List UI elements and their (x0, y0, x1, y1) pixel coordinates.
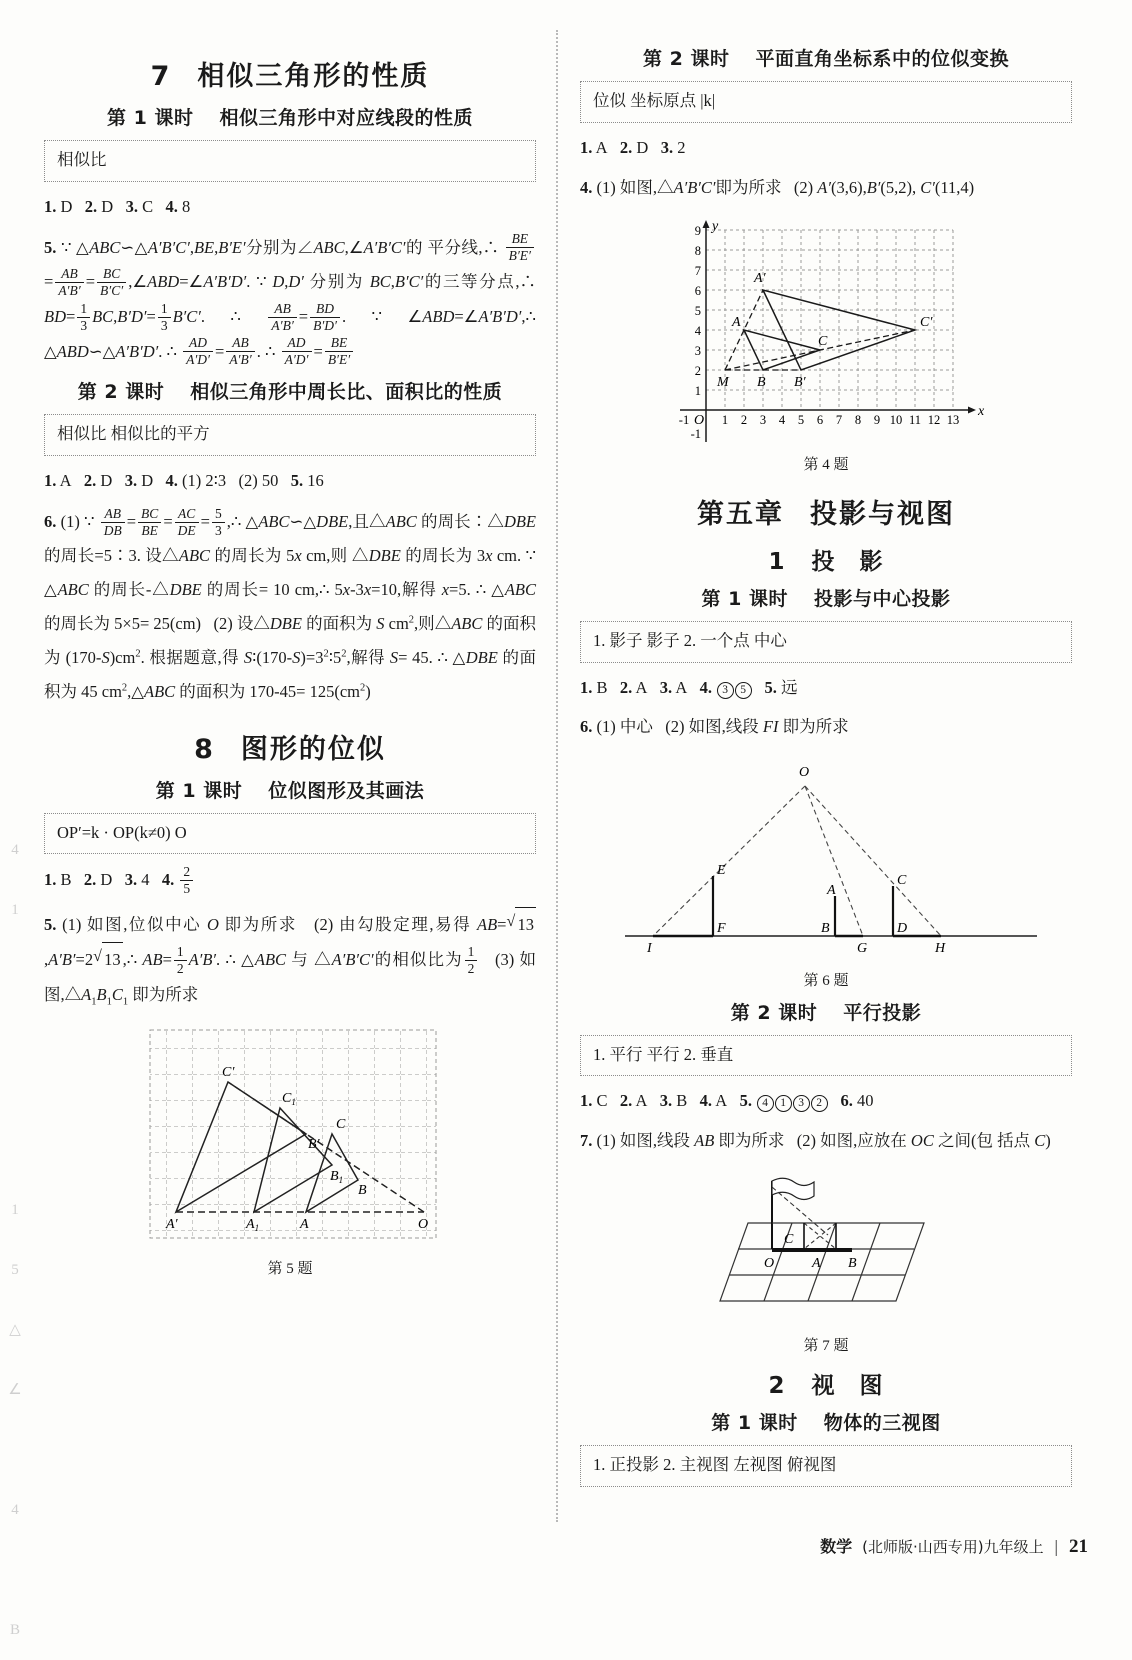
section-title: 投 影 (811, 548, 884, 575)
svg-text:-1: -1 (690, 426, 701, 441)
svg-text:10: 10 (889, 412, 903, 427)
section8-lesson1-fillbox (44, 813, 536, 855)
section-8-heading (44, 727, 536, 766)
figure-problem-7 (580, 1167, 1072, 1355)
svg-text:4: 4 (778, 412, 786, 427)
bleed-through-marks: 4 1 1 5 △ ∠ 4 B (8, 842, 22, 1638)
figure-caption: 第 7 题 (803, 1338, 849, 1355)
svg-text:5: 5 (694, 303, 701, 318)
svg-text:E: E (717, 862, 726, 878)
section7-lesson2-answers: 1. A 2. D 3. D 4. (1) 2∶3 (2) 50 5. 16 (44, 470, 324, 490)
svg-text:B: B (821, 920, 830, 936)
weisi-lesson2-answers: 1. A 2. D 3. 2 (580, 137, 686, 157)
svg-text:1: 1 (721, 412, 729, 427)
svg-text:C: C (336, 1117, 346, 1133)
section8-lesson1-solution: 5. (1) 如图,位似中心 O 即为所求 (2) 由勾股定理,易得 AB= √ 13,A′B′=2 √ 13 ,∴ AB= $\frac{1}{2}$ A′B′. ∴ △ABC 与 △A′B′C′的相似比为 $\frac{1}{2}$ (3) 如图$,\triangle A_1B_1C_1$ 即为所求 (44, 907, 536, 1012)
fill-answer-text: 1. 平行 平行 2. 垂直 (593, 1044, 734, 1064)
chapter-title: 投影与视图 (810, 498, 955, 530)
lesson-title: 相似三角形中周长比、面积比的性质 (190, 381, 503, 404)
section-title: 视 图 (811, 1373, 884, 1400)
svg-text:3: 3 (759, 412, 767, 427)
svg-text:2: 2 (694, 363, 701, 378)
chapter5-s1-lesson2-answers: 1. C 2. A 3. B 4. A 5. 4 1 3 2 6. 40 (580, 1091, 874, 1111)
svg-text:7: 7 (694, 263, 701, 278)
footer-edition: (北师版·山西专用)九年级上 (862, 1538, 1044, 1556)
fill-answer-text: 相似比 相似比的平方 (57, 424, 210, 444)
fill-answer-text: OP′=k · OP(k≠0) O (57, 822, 187, 842)
svg-text:C: C (784, 1232, 794, 1248)
lesson-title: 位似图形及其画法 (268, 779, 425, 802)
lesson-label: 第 1 课时 (701, 587, 788, 610)
lesson-label: 第 1 课时 (155, 779, 243, 802)
lesson-title: 相似三角形中对应线段的性质 (219, 107, 473, 129)
svg-text:4: 4 (694, 323, 701, 338)
svg-text:M: M (717, 374, 729, 390)
fill-answer-text: 相似比 (57, 150, 107, 169)
section-7-title: 相似三角形的性质 (197, 61, 430, 92)
svg-text:9: 9 (694, 223, 701, 238)
section-number: 2 (768, 1373, 786, 1400)
svg-text:B1: $B_1$ (330, 1169, 344, 1186)
section-8-title: 图形的位似 (240, 733, 386, 765)
chapter5-s1-lesson1-answers: 1. B 2. A 3. A 4. 3 5 5. 远 (580, 677, 798, 697)
figure-caption: 第 6 题 (803, 972, 849, 989)
svg-text:13: 13 (946, 412, 960, 427)
section-8-number: 8 (194, 733, 215, 765)
chapter5-s2-lesson1-fillbox (580, 1445, 1072, 1487)
lesson-label: 第 2 课时 (77, 381, 165, 404)
weisi-lesson2-fillbox (580, 81, 1072, 123)
section-7-number: 7 (150, 61, 172, 92)
section7-lesson2-heading (44, 377, 536, 404)
svg-text:C: C (818, 333, 828, 349)
svg-text:x: x (978, 403, 985, 419)
section7-lesson1-fillbox (44, 140, 536, 182)
lesson-label: 第 2 课时 (643, 48, 730, 70)
svg-text:2: 2 (740, 412, 748, 427)
section7-lesson1-heading (44, 103, 536, 130)
svg-text:A: A (827, 882, 836, 898)
svg-text:B′: B′ (308, 1137, 320, 1153)
svg-text:8: 8 (694, 243, 701, 258)
svg-text:A1: $A_1$ (246, 1217, 260, 1234)
chapter-5-heading (580, 492, 1072, 531)
lesson-title: 投影与中心投影 (813, 587, 951, 610)
lesson-label: 第 1 课时 (711, 1412, 798, 1435)
right-column (580, 36, 1072, 1498)
svg-text:O: O (418, 1217, 429, 1233)
section8-lesson1-answers: 1. B 2. D 3. 4 4. $\frac{2}{5}$ (44, 865, 536, 898)
svg-text:C1: $C_1$ (282, 1091, 296, 1108)
footer-separator: | (1053, 1537, 1059, 1556)
svg-text:H: H (935, 940, 946, 956)
chapter5-s1-lesson1-heading (580, 584, 1072, 611)
svg-text:O: O (799, 764, 810, 780)
svg-text:B′: B′ (794, 374, 806, 390)
fill-answer-text: 1. 正投影 2. 主视图 左视图 俯视图 (593, 1455, 837, 1475)
central-projection-diagram (591, 754, 1061, 966)
svg-text:A: A (300, 1217, 309, 1233)
svg-text:C: C (897, 872, 907, 888)
weisi-lesson2-heading (580, 44, 1072, 71)
section7-lesson1-answers: 1. D 2. D 3. C 4. 8 (44, 196, 191, 216)
svg-text:8: 8 (854, 412, 862, 427)
similar-triangles-grid-diagram (140, 1022, 440, 1254)
chapter-number: 第五章 (697, 498, 784, 530)
flagpole-parallel-projection-diagram (676, 1167, 976, 1331)
svg-text:I: I (647, 940, 652, 956)
weisi-lesson2-solution: 4. (1) 如图,△A′B′C′即为所求 (2) A′(3,6),B′(5,2), C′(11,4) (580, 177, 975, 197)
lesson-title: 平面直角坐标系中的位似变换 (755, 48, 1009, 70)
page-number: 21 (1069, 1536, 1088, 1557)
lesson-title: 平行投影 (843, 1001, 922, 1024)
svg-text:11: 11 (908, 412, 922, 427)
left-column (44, 36, 536, 1284)
footer-subject: 数学 (820, 1537, 853, 1556)
svg-text:1: 1 (694, 383, 701, 398)
svg-text:6: 6 (816, 412, 824, 427)
chapter5-section2-heading (580, 1367, 1072, 1400)
svg-text:9: 9 (873, 412, 881, 427)
svg-text:F: F (717, 920, 726, 936)
svg-text:A′: A′ (754, 270, 766, 286)
chapter5-s1-lesson1-fillbox (580, 621, 1072, 663)
svg-text:B: B (848, 1256, 857, 1272)
svg-text:O: O (694, 412, 705, 428)
chapter5-s2-lesson1-heading (580, 1408, 1072, 1435)
fill-answer-text: 1. 影子 影子 2. 一个点 中心 (593, 630, 787, 650)
svg-text:A′: A′ (166, 1217, 178, 1233)
chapter5-section1-heading (580, 543, 1072, 576)
page-footer (820, 1534, 1088, 1558)
svg-text:O: O (764, 1256, 775, 1272)
lesson-label: 第 2 课时 (730, 1001, 818, 1024)
svg-text:C′: C′ (222, 1065, 235, 1081)
figure-problem-5 (44, 1022, 536, 1278)
svg-text:5: 5 (797, 412, 805, 427)
chapter5-s1-lesson2-fillbox (580, 1035, 1072, 1077)
figure-caption: 第 4 题 (803, 456, 849, 473)
svg-text:3: 3 (694, 343, 701, 358)
figure-problem-4 (580, 214, 1072, 474)
svg-text:6: 6 (694, 283, 701, 298)
lesson-title: 物体的三视图 (823, 1412, 941, 1435)
svg-text:y: y (712, 218, 719, 234)
svg-text:B: B (757, 374, 766, 390)
svg-text:C′: C′ (920, 314, 933, 330)
fill-answer-text: 位似 坐标原点 |k| (593, 91, 716, 110)
section7-lesson1-proof: 5. ∵ △ABC∽△A′B′C′,BE,B′E′分别为∠ABC,∠A′B′C′的 平分线,∴ $\frac{BE}{B'E'}$ = $\frac{AB}{A'B'}$ = $\frac{BC}{B'C'}$ ,∠ABD=∠A′B′D′. ∵ D,D′ 分别为 BC,B′C′的三等分点,∴ BD= $\frac{1}{3}$ BC,B′D′= $\frac{1}{3}$ B′C′. ∴ $\frac{AB}{A'B'}$ = $\frac{BD}{B'D'}$ . ∵ ∠ABD=∠A′B′D′,∴ △ABD∽△A′B′D′. ∴ $\frac{AD}{A'D'}$ = $\frac{AB}{A'B'}$ . ∴ $\frac{AD}{A'D'}$ = $\frac{BE}{B'E'}$ (44, 231, 537, 368)
svg-text:A: A (732, 314, 741, 330)
svg-text:12: 12 (927, 412, 941, 427)
section7-lesson2-fillbox (44, 414, 536, 456)
coordinate-plane-diagram (666, 214, 986, 450)
figure-problem-6 (580, 754, 1072, 990)
lesson-label: 第 1 课时 (107, 107, 194, 129)
svg-text:-1: -1 (678, 412, 690, 427)
section7-lesson2-solution: 6. (1) ∵ $\frac{AB}{DB}$ = $\frac{BC}{BE}$ = $\frac{AC}{DE}$ = $\frac{5}{3}$ ,∴ △ABC∽△DBE,且△ABC 的周长∶△DBE 的周长=5∶3. 设△ABC 的周长为 5x cm,则 △DBE 的周长为 3x cm. ∵ △ABC 的周长-△DBE 的周长= 10 cm,∴ 5x-3x=10,解得 x=5. ∴ △ABC 的周长为 5×5= 25(cm) (2) 设△DBE 的面积为 S $cm^2$,则△ABC 的面积为 $(170-S)cm^2$. 根据题意,得 $S∶(170-S)=3^2∶5^2$,解得 S= 45. ∴ △DBE 的面积为 45 $cm^2,\triangle ABC$ 的面积为 $170-45= 125(cm^2)$ (44, 505, 537, 701)
chapter5-s1-lesson2-heading (580, 998, 1072, 1025)
section8-lesson1-heading (44, 776, 536, 803)
svg-text:D: D (897, 920, 908, 936)
section-number: 1 (768, 548, 786, 575)
column-divider (556, 30, 558, 1522)
svg-text:B: B (358, 1183, 367, 1199)
svg-text:A: A (812, 1256, 821, 1272)
chapter5-s1-lesson2-solution: 7. (1) 如图,线段 AB 即为所求 (2) 如图,应放在 OC 之间(包 括点 C) (580, 1131, 1051, 1151)
svg-text:G: G (857, 940, 868, 956)
svg-text:7: 7 (835, 412, 843, 427)
chapter5-s1-lesson1-solution: 6. (1) 中心 (2) 如图,线段 FI 即为所求 (580, 717, 849, 737)
figure-caption: 第 5 题 (267, 1261, 313, 1278)
section-7-heading (44, 54, 536, 93)
